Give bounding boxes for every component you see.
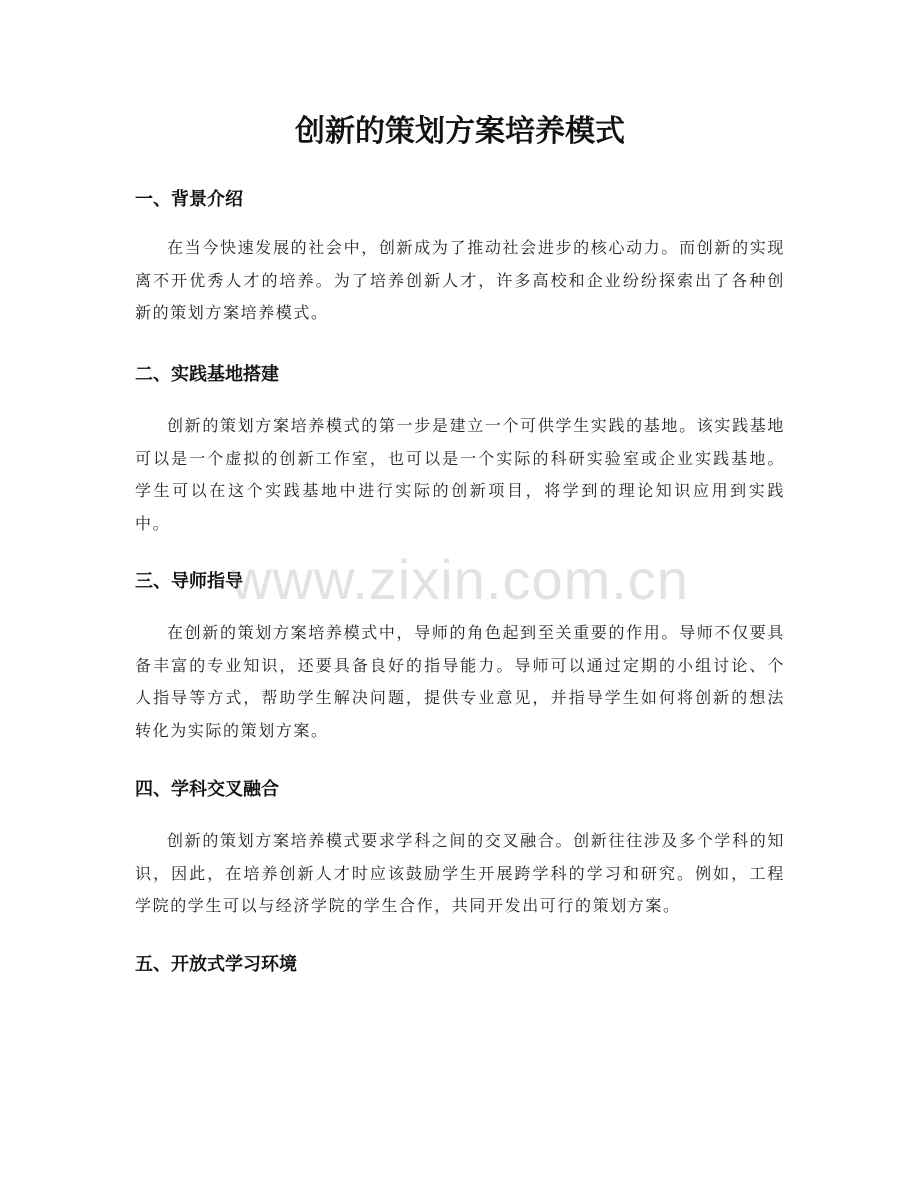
section-practice-base <box>135 360 785 540</box>
section-mentor-guidance <box>135 567 785 747</box>
section-paragraph: 创新的策划方案培养模式的第一步是建立一个可供学生实践的基地。该实践基地可以是一个虚拟的创新工作室，也可以是一个实际的科研实验室或企业实践基地。学生可以在这个实践基地中进行实际的创新项目，将学到的理论知识应用到实践中。 <box>135 416 785 533</box>
section-paragraph: 在创新的策划方案培养模式中，导师的角色起到至关重要的作用。导师不仅要具备丰富的专业知识，还要具备良好的指导能力。导师可以通过定期的小组讨论、个人指导等方式，帮助学生解决问题，提供专业意见，并指导学生如何将创新的想法转化为实际的策划方案。 <box>135 623 785 740</box>
section-heading: 三、导师指导 <box>135 571 243 592</box>
section-paragraph: 在当今快速发展的社会中，创新成为了推动社会进步的核心动力。而创新的实现离不开优秀人才的培养。为了培养创新人才，许多高校和企业纷纷探索出了各种创新的策划方案培养模式。 <box>135 238 785 322</box>
section-interdisciplinary <box>135 775 785 923</box>
section-heading: 一、背景介绍 <box>135 189 243 210</box>
section-paragraph: 创新的策划方案培养模式要求学科之间的交叉融合。创新往往涉及多个学科的知识，因此，在培养创新人才时应该鼓励学生开展跨学科的学习和研究。例如，工程学院的学生可以与经济学院的学生合作，共同开发出可行的策划方案。 <box>135 831 785 915</box>
document-title: 创新的策划方案培养模式 <box>295 114 625 149</box>
section-heading: 四、学科交叉融合 <box>135 779 279 800</box>
section-heading: 二、实践基地搭建 <box>135 364 279 385</box>
section-background <box>135 185 785 330</box>
section-heading: 五、开放式学习环境 <box>135 954 297 975</box>
watermark-text: www.zixin.com.cn <box>231 548 689 611</box>
section-open-learning <box>135 950 785 980</box>
